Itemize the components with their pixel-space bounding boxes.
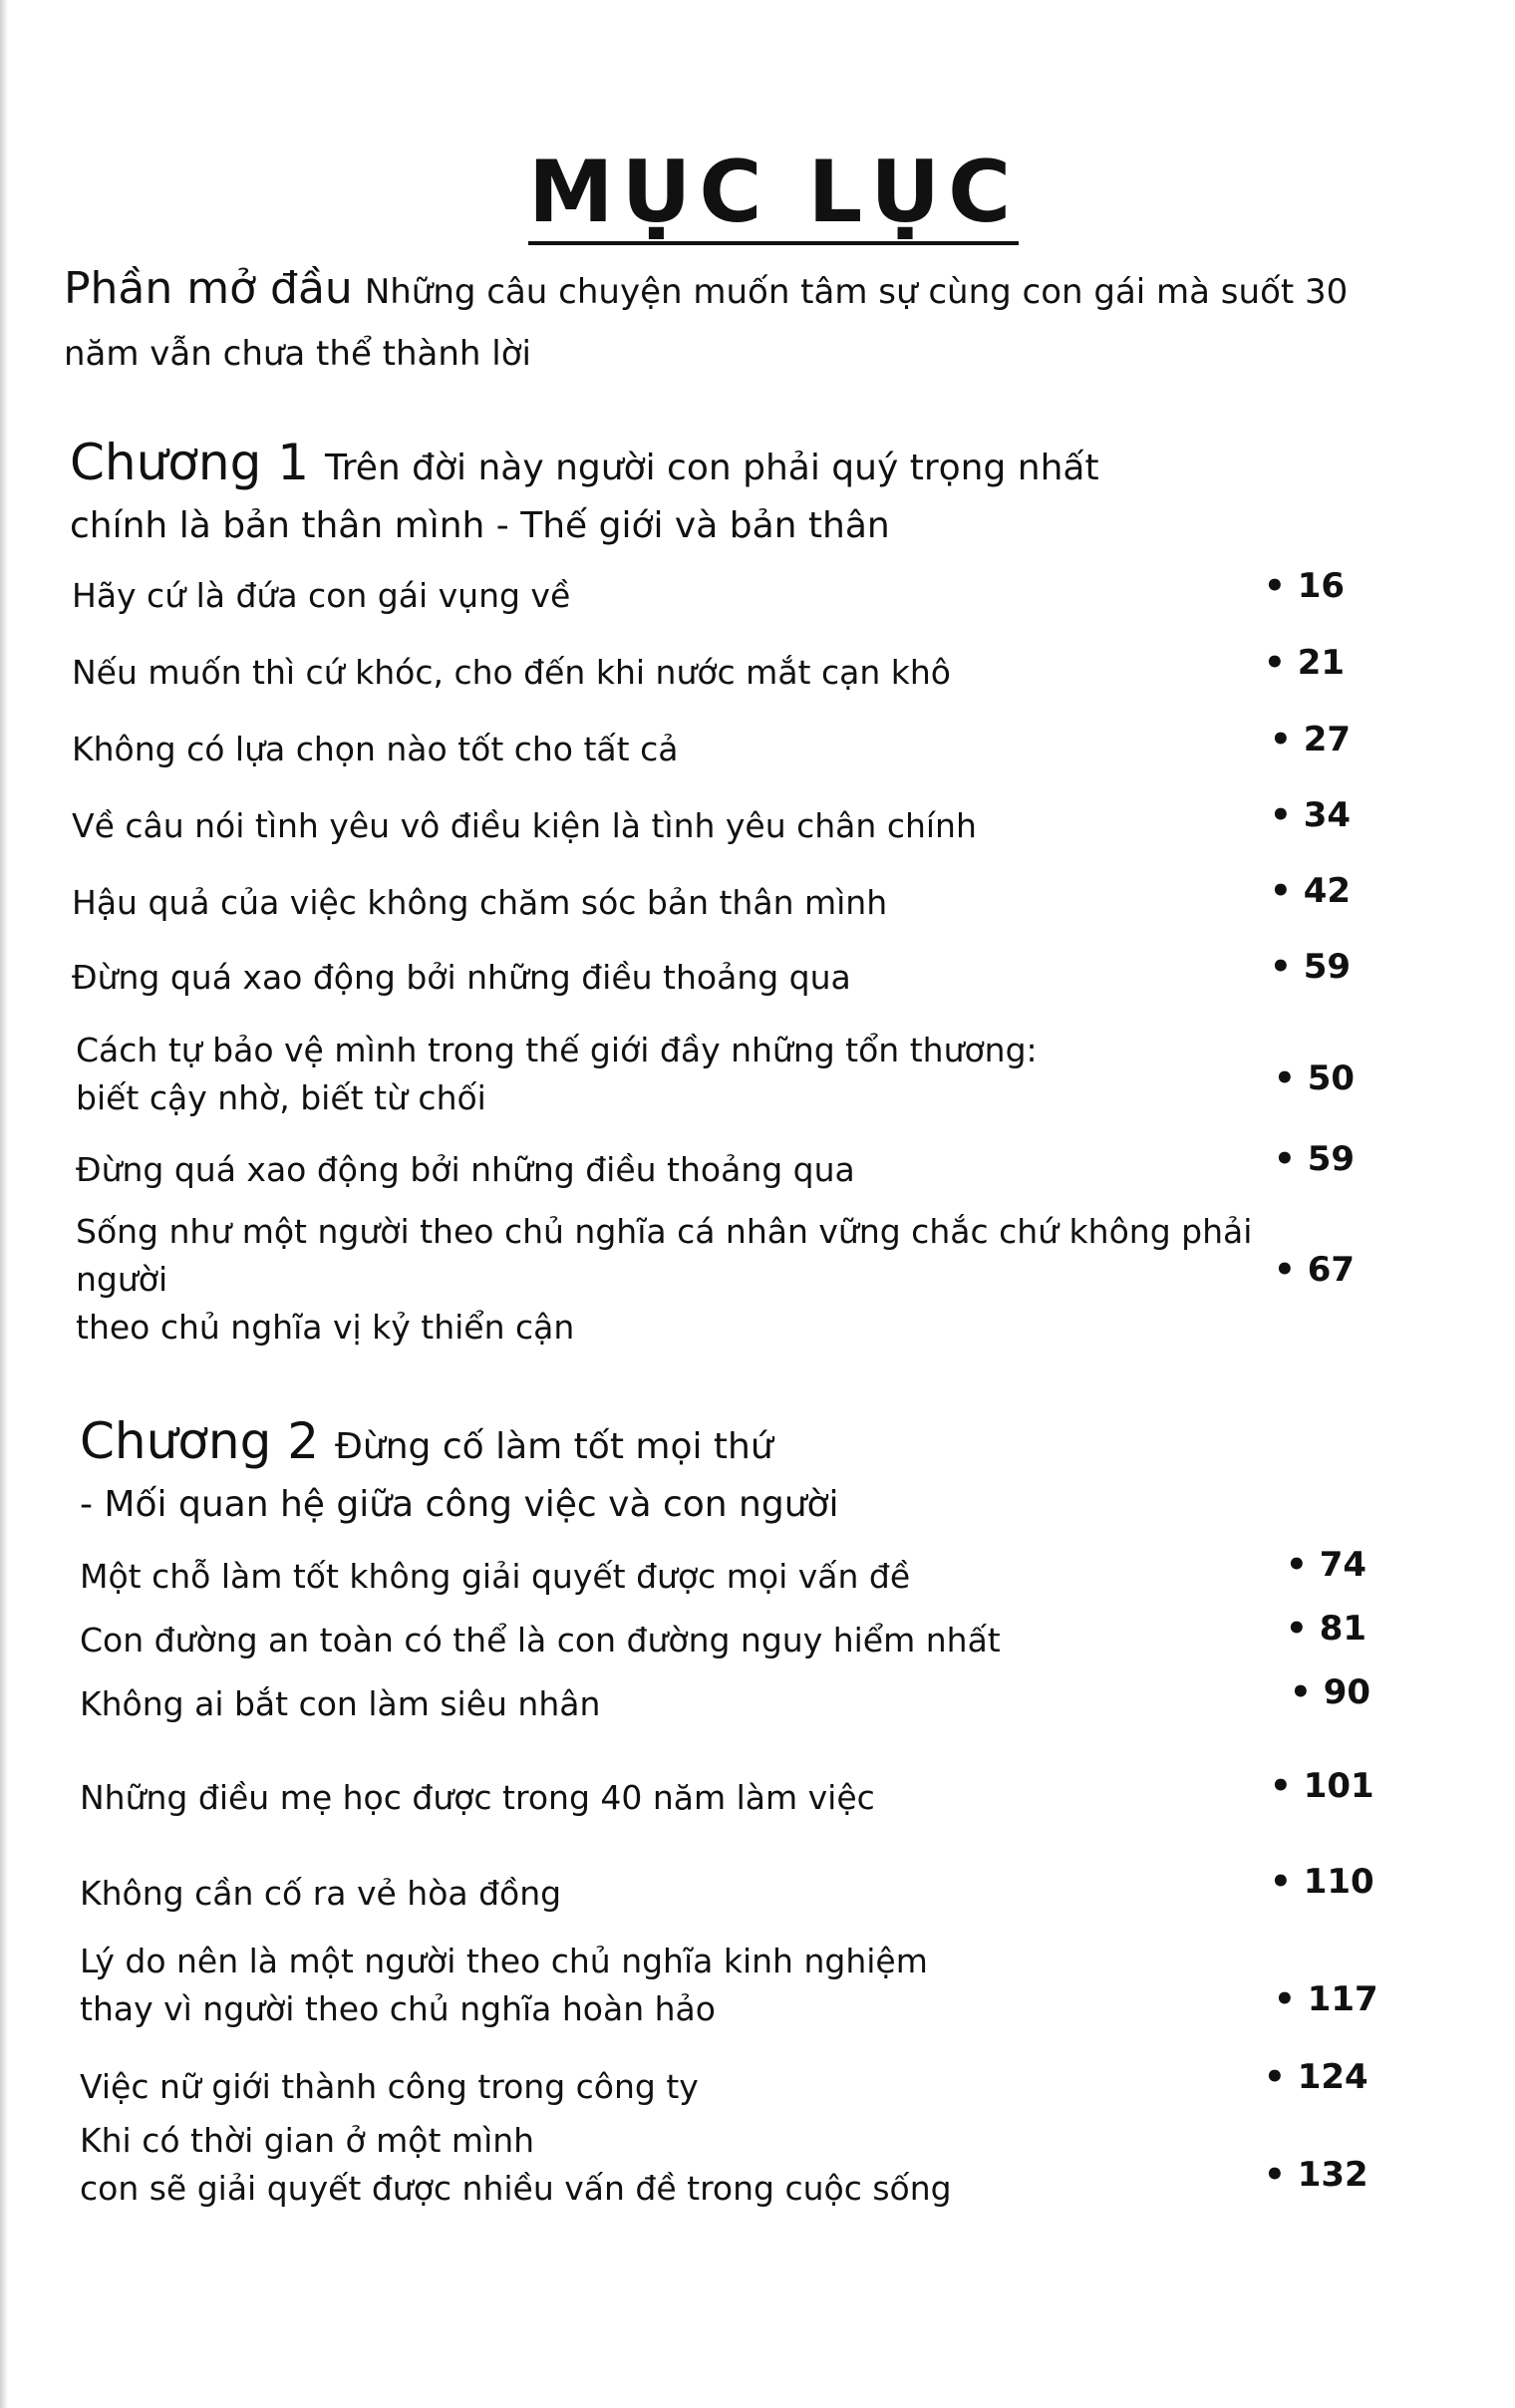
- toc-page-number: • 27: [1270, 720, 1351, 759]
- toc-page-number: • 124: [1264, 2057, 1368, 2097]
- toc-page-number: • 42: [1270, 871, 1351, 911]
- toc-entry[interactable]: [76, 1146, 1312, 1194]
- toc-entry-title: Lý do nên là một người theo chủ nghĩa kinh nghiệm thay vì người theo chủ nghĩa hoàn hảo: [80, 1942, 928, 2028]
- toc-entry-title: Nếu muốn thì cứ khóc, cho đến khi nước mắt cạn khô: [72, 653, 951, 692]
- toc-entry[interactable]: [72, 954, 1308, 1002]
- toc-entry[interactable]: [72, 879, 1308, 927]
- chapter-1-label: Chương 1: [70, 434, 310, 491]
- toc-entry-title: Hậu quả của việc không chăm sóc bản thân mình: [72, 883, 888, 922]
- toc-page-number: • 81: [1286, 1609, 1366, 1649]
- chapter-1-subtitle: chính là bản thân mình - Thế giới và bản thân: [70, 505, 890, 546]
- toc-entry[interactable]: [80, 1938, 1316, 2033]
- toc-entry-title: Không cần cố ra vẻ hòa đồng: [80, 1874, 562, 1913]
- toc-entry[interactable]: [72, 572, 1308, 620]
- toc-page-number: • 90: [1290, 1672, 1370, 1712]
- toc-entry-title: Sống như một người theo chủ nghĩa cá nhân vững chắc chứ không phải người theo chủ nghĩa vị kỷ thiển cận: [76, 1212, 1253, 1347]
- chapter-2-heading: [80, 1412, 1276, 1531]
- chapter-2-label: Chương 2: [80, 1412, 320, 1470]
- toc-page-number: • 16: [1264, 566, 1345, 606]
- toc-entry-title: Khi có thời gian ở một mình con sẽ giải quyết được nhiều vấn đề trong cuộc sống: [80, 2121, 952, 2208]
- toc-entry-title: Đừng quá xao động bởi những điều thoảng qua: [72, 958, 851, 997]
- toc-entry[interactable]: [72, 726, 1308, 773]
- toc-entry-title: Không có lựa chọn nào tốt cho tất cả: [72, 730, 679, 768]
- toc-page-number: • 132: [1264, 2155, 1368, 2195]
- toc-entry-title: Con đường an toàn có thể là con đường nguy hiểm nhất: [80, 1621, 1001, 1659]
- toc-page-number: • 21: [1264, 643, 1345, 683]
- toc-page-number: • 50: [1274, 1058, 1355, 1098]
- toc-entry-title: Không ai bắt con làm siêu nhân: [80, 1684, 601, 1723]
- toc-entry-title: Về câu nói tình yêu vô điều kiện là tình yêu chân chính: [72, 806, 977, 845]
- toc-entry-title: Cách tự bảo vệ mình trong thế giới đầy những tổn thương: biết cậy nhờ, biết từ chối: [76, 1031, 1038, 1117]
- chapter-2-title: Đừng cố làm tốt mọi thứ: [335, 1426, 773, 1467]
- intro-section: [64, 261, 1360, 388]
- toc-page-number: • 59: [1270, 947, 1351, 987]
- chapter-1-title: Trên đời này người con phải quý trọng nhất: [325, 448, 1099, 488]
- chapter-1-heading: [70, 434, 1266, 552]
- toc-entry[interactable]: [80, 1553, 1316, 1601]
- toc-entry[interactable]: [80, 2063, 1316, 2111]
- page-title: MỤC LỤC: [528, 150, 1019, 245]
- intro-label: Phần mở đầu: [64, 263, 353, 314]
- page-edge-shadow: [0, 0, 8, 2408]
- toc-entry[interactable]: [72, 802, 1308, 850]
- toc-entry-title: Đừng quá xao động bởi những điều thoảng qua: [76, 1150, 855, 1189]
- toc-page-number: • 117: [1274, 1979, 1378, 2019]
- toc-entry[interactable]: [80, 1774, 1316, 1822]
- toc-entry-title: Việc nữ giới thành công trong công ty: [80, 2067, 699, 2106]
- toc-page-number: • 74: [1286, 1545, 1366, 1585]
- toc-entry[interactable]: [80, 1680, 1316, 1728]
- toc-page-number: • 34: [1270, 795, 1351, 835]
- toc-page-number: • 110: [1270, 1862, 1374, 1902]
- toc-entry-title: Hãy cứ là đứa con gái vụng về: [72, 576, 571, 615]
- toc-entry[interactable]: [76, 1027, 1312, 1122]
- toc-entry[interactable]: [76, 1208, 1312, 1352]
- toc-entry[interactable]: [80, 2117, 1316, 2213]
- toc-page-number: • 101: [1270, 1766, 1374, 1806]
- chapter-2-subtitle: - Mối quan hệ giữa công việc và con người: [80, 1484, 839, 1525]
- toc-page-number: • 59: [1274, 1139, 1355, 1179]
- toc-entry[interactable]: [80, 1870, 1316, 1918]
- toc-entry[interactable]: [80, 1617, 1316, 1664]
- toc-entry-title: Một chỗ làm tốt không giải quyết được mọi vấn đề: [80, 1557, 911, 1596]
- toc-page-number: • 67: [1274, 1250, 1355, 1290]
- toc-entry-title: Những điều mẹ học được trong 40 năm làm việc: [80, 1778, 875, 1817]
- intro-text: Những câu chuyện muốn tâm sự cùng con gái mà suốt 30 năm vẫn chưa thể thành lời: [64, 272, 1349, 374]
- toc-entry[interactable]: [72, 649, 1308, 697]
